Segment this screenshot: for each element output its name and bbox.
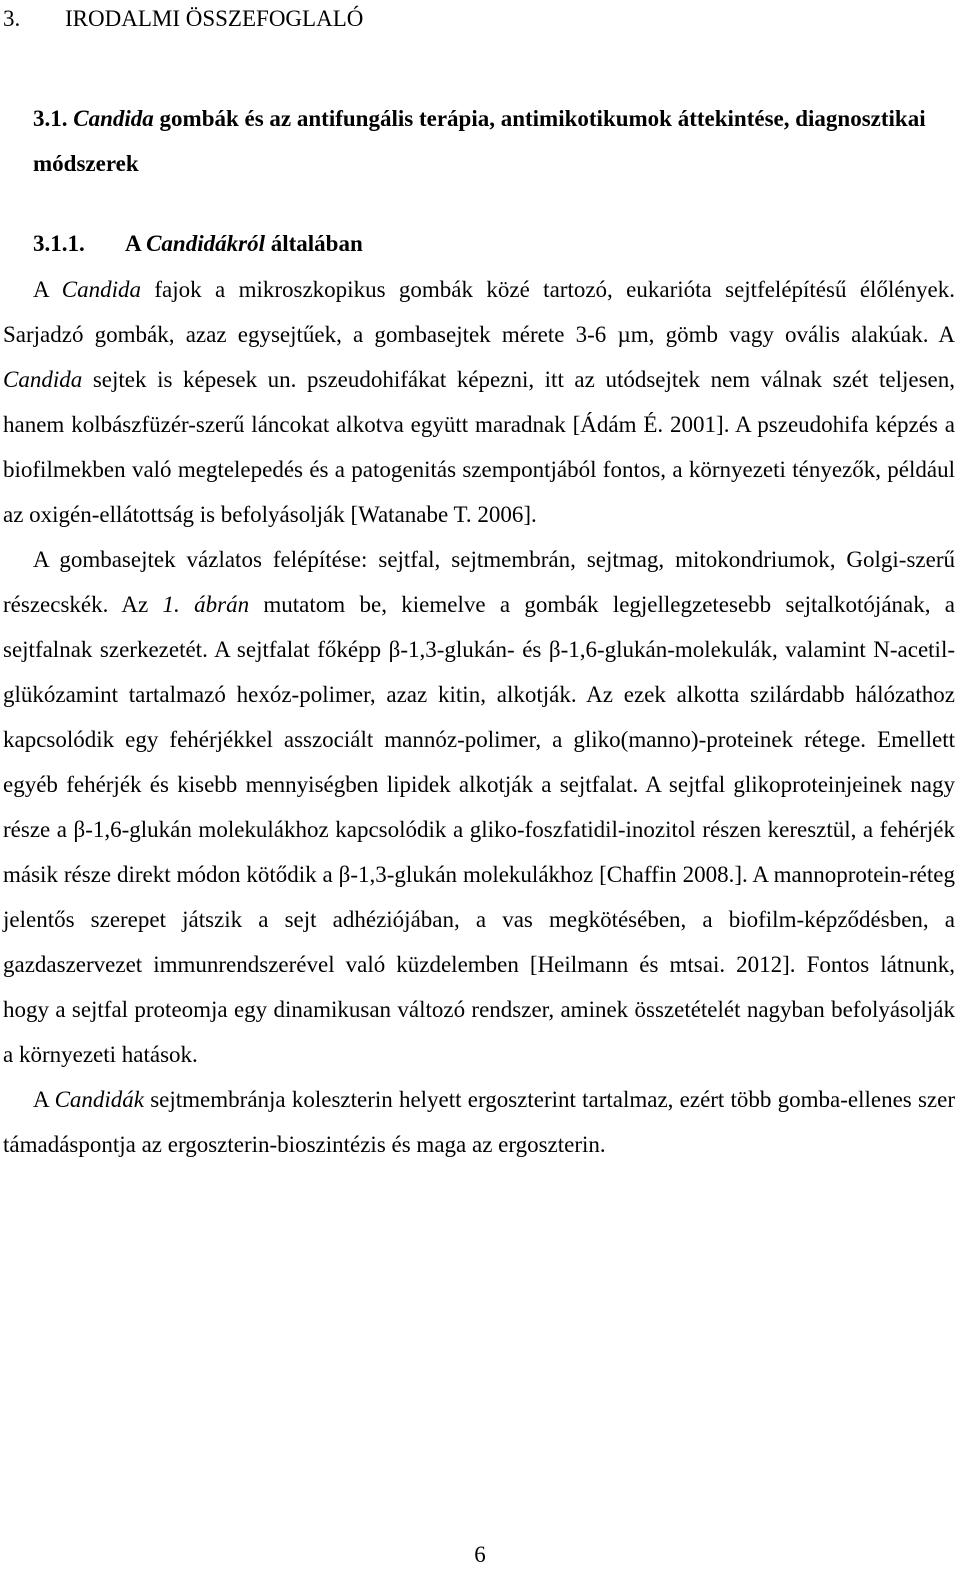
text-run: sejtmembránja koleszterin helyett ergoszterint tartalmaz, ezért több gomba-ellenes szer támadáspontja az ergoszterin-bioszintézis és maga az ergoszterin.	[3, 1087, 956, 1157]
subsection-title-pre: A	[125, 231, 147, 256]
chapter-number: 3.	[3, 6, 21, 31]
text-run: sejtek is képesek un. pszeudohifákat képezni, itt az utódsejtek nem válnak szét teljesen, hanem kolbászfüzér-szerű láncokat alkotva együtt maradnak [Ádám É. 2001]. A pszeudohifa képzés a biofilmekben való megtelepedés és a patogenitás szempontjából fontos, a környezeti tényezők, például az oxigén-ellátottság is befolyásolják [Watanabe T. 2006].	[3, 367, 955, 527]
paragraph-2	[3, 537, 955, 1077]
italic-run: Candidák	[54, 1087, 145, 1112]
italic-run: 1. ábrán	[162, 592, 250, 617]
section-title-italic: Candida	[73, 106, 154, 131]
section-title: gombák és az antifungális terápia, antimikotikumok áttekintése, diagnosztikai módszerek	[33, 106, 926, 176]
text-run: A	[33, 277, 62, 302]
subsection-title-italic: Candidákról	[146, 231, 265, 256]
paragraph-3	[3, 1077, 955, 1167]
chapter-title: IRODALMI ÖSSZEFOGLALÓ	[65, 6, 364, 31]
italic-run: Candida	[3, 367, 83, 392]
page-number: 6	[474, 1542, 486, 1567]
section-number: 3.1.	[33, 106, 68, 131]
text-run: A gombasejtek vázlatos felépítése: sejtfal, sejtmembrán, sejtmag, mitokondriumok, Golgi-szerű részecskék. Az	[3, 547, 955, 617]
body-text	[3, 267, 955, 1167]
text-run: A	[33, 1087, 55, 1112]
subsection-heading	[33, 229, 363, 259]
chapter-heading	[3, 4, 363, 34]
paragraph-1	[3, 267, 955, 537]
text-run: fajok a mikroszkopikus gombák közé tartozó, eukarióta sejtfelépítésű élőlények. Sarjadzó gombák, azaz egysejtűek, a gombasejtek mérete 3-6 µm, gömb vagy ovális alakúak. A	[3, 277, 956, 347]
subsection-title-post: általában	[264, 231, 363, 256]
italic-run: Candida	[61, 277, 141, 302]
subsection-number: 3.1.1.	[33, 231, 85, 256]
section-heading	[33, 96, 955, 186]
text-run: mutatom be, kiemelve a gombák legjellegzetesebb sejtalkotójának, a sejtfalnak szerkezetét. A sejtfalat főképp β-1,3-glukán- és β-1,6-glukán-molekulák, valamint N-acetil-glükózamint tartalmazó hexóz-polimer, azaz kitin, alkotják. Az ezek alkotta szilárdabb hálózathoz kapcsolódik egy fehérjékkel asszociált mannóz-polimer, a gliko(manno)-proteinek rétege. Emellett egyéb fehérjék és kisebb mennyiségben lipidek alkotják a sejtfalat. A sejtfal glikoproteinjeinek nagy része a β-1,6-glukán molekulákhoz kapcsolódik a gliko-foszfatidil-inozitol részen keresztül, a fehérjék másik része direkt módon kötődik a β-1,3-glukán molekulákhoz [Chaffin 2008.]. A mannoprotein-réteg jelentős szerepet játszik a sejt adhéziójában, a vas megkötésében, a biofilm-képződésben, a gazdaszervezet immunrendszerével való küzdelemben [Heilmann és mtsai. 2012]. Fontos látnunk, hogy a sejtfal proteomja egy dinamikusan változó rendszer, aminek összetételét nagyban befolyásolják a környezeti hatások.	[3, 592, 956, 1067]
